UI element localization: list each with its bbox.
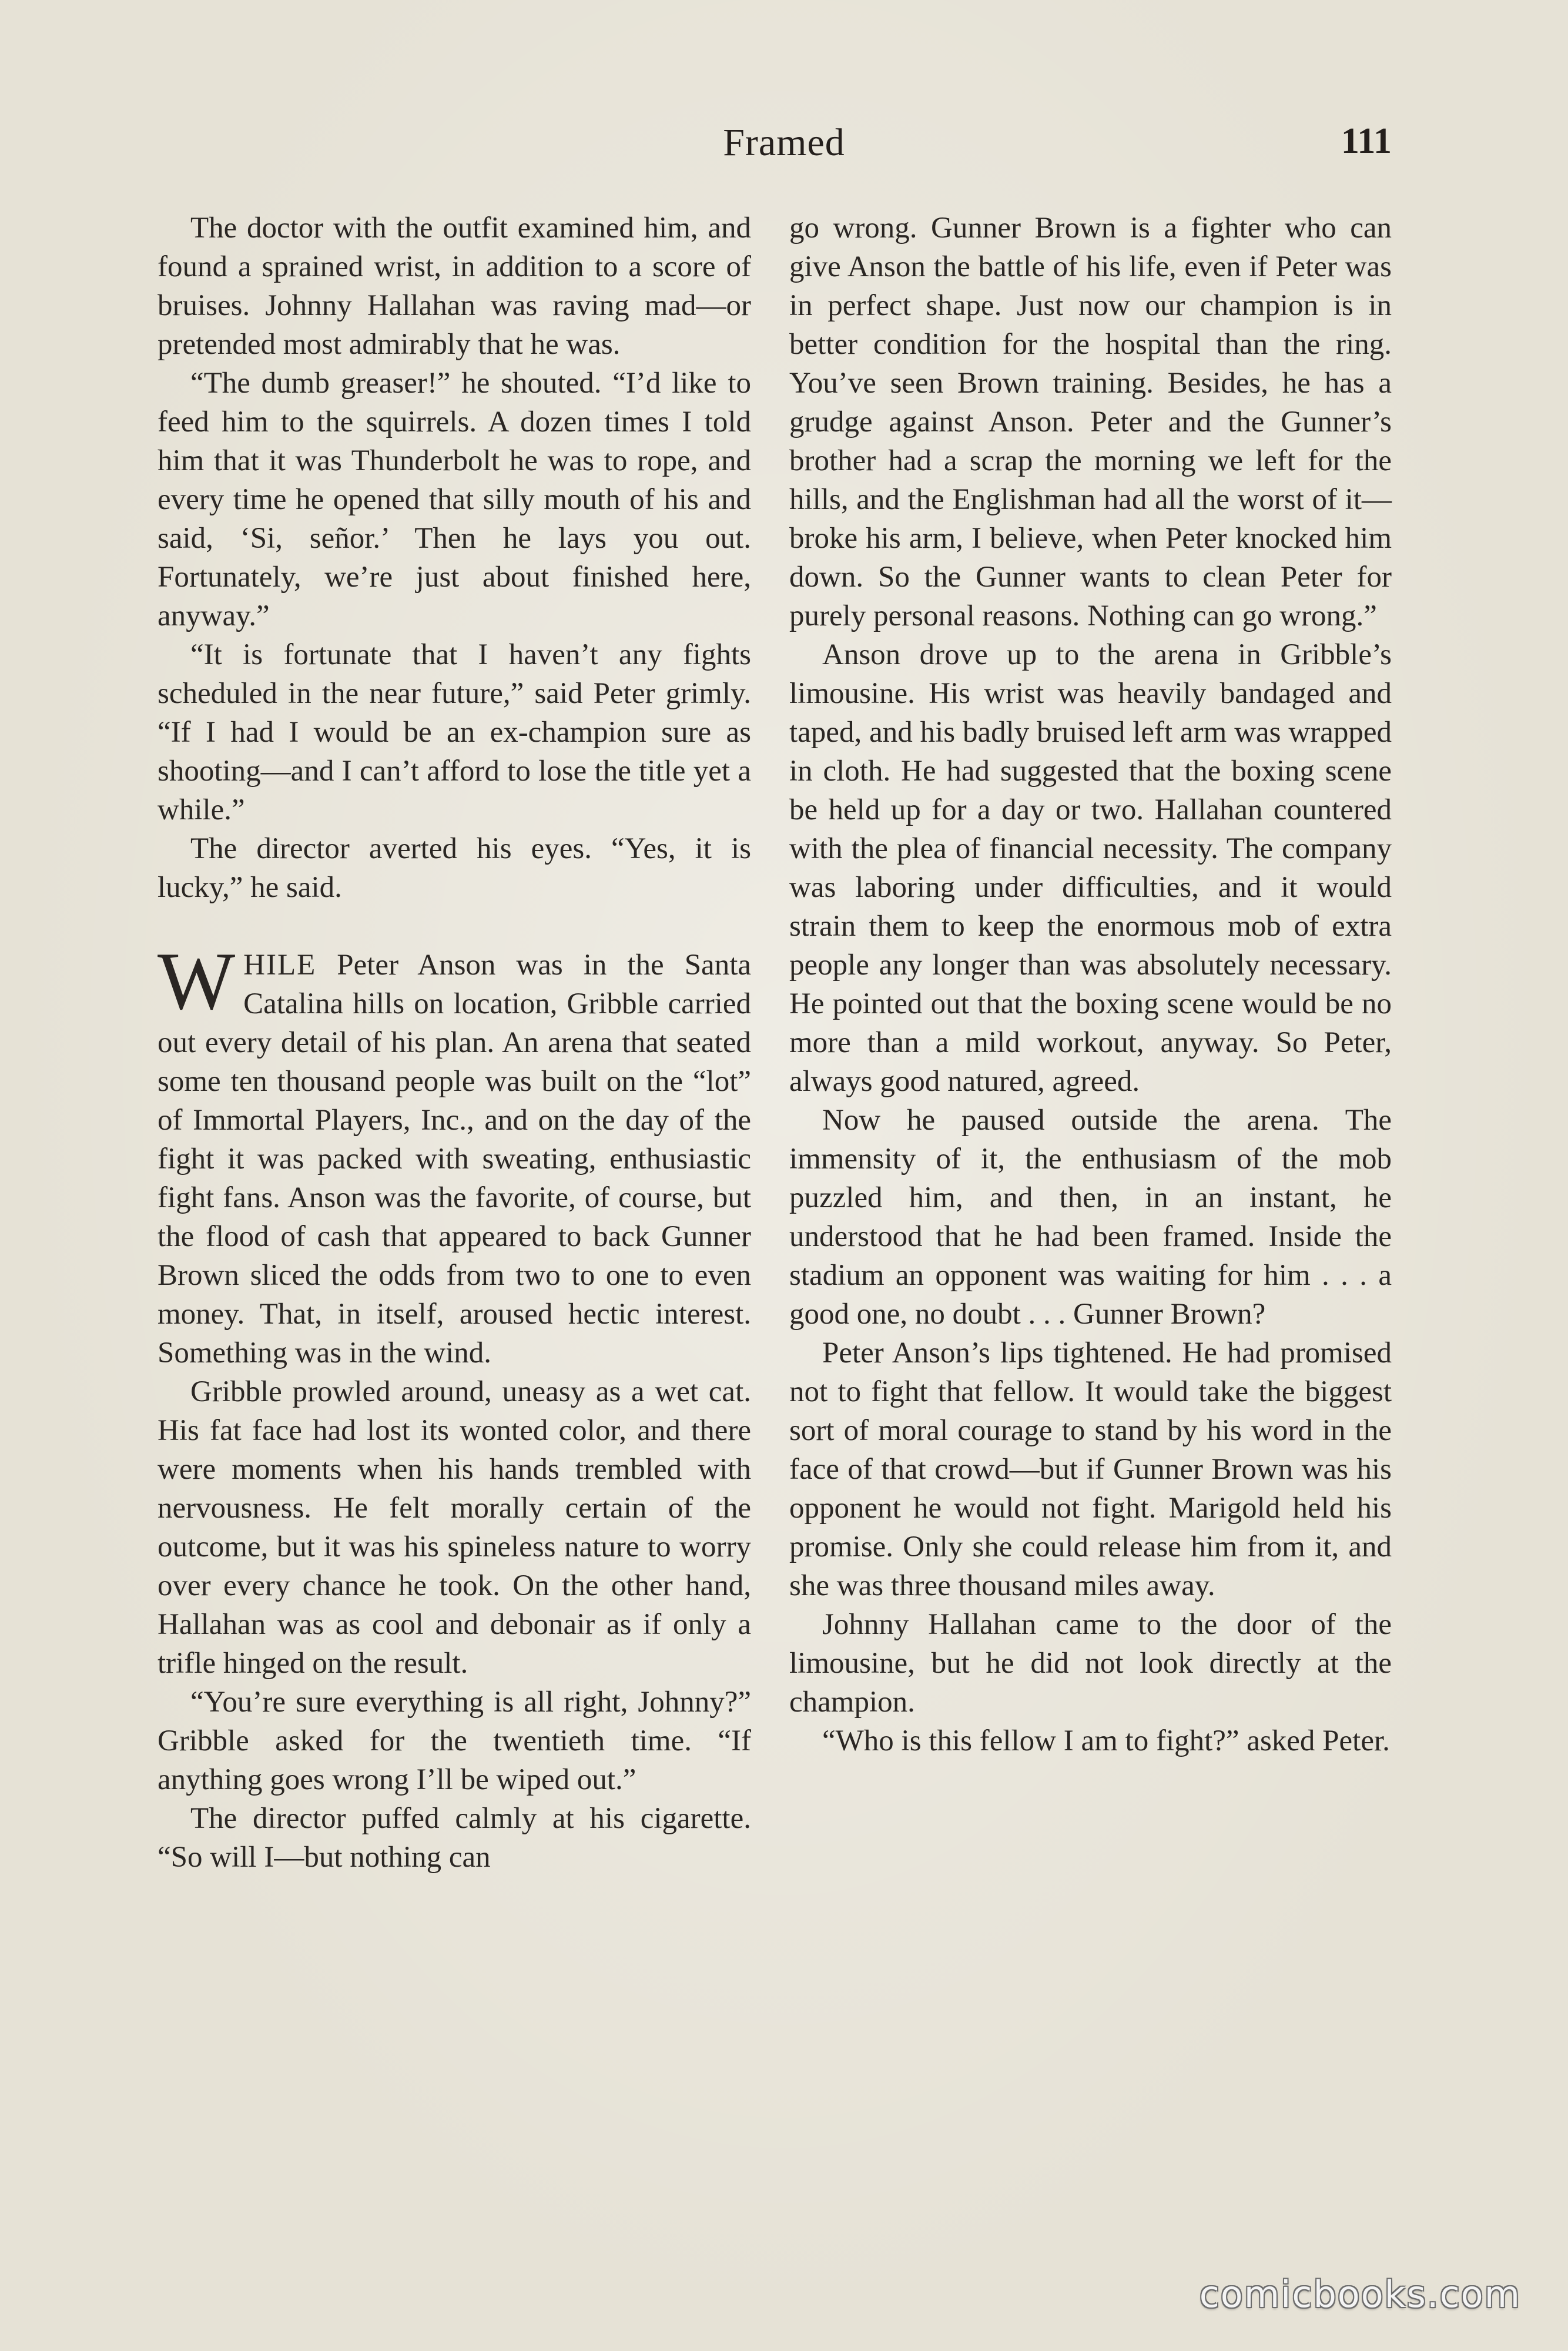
paragraph: Anson drove up to the arena in Gribble’s limousine. His wrist was heavily bandaged and taped, and his badly bruised left arm was wrapped in cloth. He had suggested that the boxing scene be held up for a day or two. Hallahan countered with the plea of financial necessity. The company was laboring under difficulties, and it would strain them to keep the enormous mob of extra people any longer than was absolutely necessary. He pointed out that the boxing scene would be no more than a mild workout, anyway. So Peter, always good natured, agreed. <box>789 638 1392 1098</box>
dropcap-paragraph <box>158 936 751 1372</box>
paragraph: Gribble prowled around, uneasy as a wet cat. His fat face had lost its wonted color, and there were moments when his hands trembled with nervousness. He felt morally certain of the outcome, but it was his spineless nature to worry over every chance he took. On the other hand, Hallahan was as cool and debonair as if only a trifle hinged on the result. <box>158 1375 751 1680</box>
section-break <box>158 907 751 946</box>
paragraph: The director puffed calmly at his cigarette. “So will I—but nothing can <box>158 1802 751 1874</box>
left-column <box>158 209 751 1877</box>
page-number: 111 <box>1341 121 1392 161</box>
paragraph-text: Peter Anson was in the Santa Catalina hills on location, Gribble carried out every detail of his plan. An arena that seated some ten thousand people was built on the “lot” of Immortal Players, Inc., and on the day of the fight it was packed with sweating, enthusiastic fight fans. Anson was the favorite, of course, but the flood of cash that appeared to back Gunner Brown sliced the odds from two to one to even money. That, in itself, aroused hectic interest. Something was in the wind. <box>158 949 751 1369</box>
paragraph: The director averted his eyes. “Yes, it is lucky,” he said. <box>158 832 751 904</box>
paragraph: Johnny Hallahan came to the door of the limousine, but he did not look directly at the champion. <box>789 1608 1392 1719</box>
paragraph: “The dumb greaser!” he shouted. “I’d like to feed him to the squirrels. A dozen times I told him that it was Thunderbolt he was to rope, and every time he opened that silly mouth of his and said, ‘Si, señor.’ Then he lays you out. Fortunately, we’re just about finished here, anyway.” <box>158 367 751 632</box>
paragraph: “Who is this fellow I am to fight?” asked Peter. <box>822 1724 1390 1757</box>
running-head-title: Framed <box>723 121 845 164</box>
paragraph: Peter Anson’s lips tightened. He had promised not to fight that fellow. It would take the biggest sort of moral courage to stand by his word in the face of that crowd—but if Gunner Brown was his opponent he would not fight. Marigold held his promise. Only she could release him from it, and she was three thousand miles away. <box>789 1337 1392 1602</box>
paragraph: Now he paused outside the arena. The immensity of it, the enthusiasm of the mob puzzled him, and then, in an instant, he understood that he had been framed. Inside the stadium an opponent was waiting for him . . . a good one, no doubt . . . Gunner Brown? <box>789 1104 1392 1331</box>
right-column <box>789 209 1392 1760</box>
site-watermark: comicbooks.com <box>1199 2273 1521 2316</box>
small-caps-lead: HILE <box>243 949 317 982</box>
drop-cap-letter: W <box>158 936 236 1027</box>
paragraph: “It is fortunate that I haven’t any fights scheduled in the near future,” said Peter grimly. “If I had I would be an ex-champion sure as shooting—and I can’t afford to lose the title yet a while.” <box>158 638 751 826</box>
paragraph: “You’re sure everything is all right, Johnny?” Gribble asked for the twentieth time. “If anything goes wrong I’ll be wiped out.” <box>158 1686 751 1796</box>
paragraph-continuation: go wrong. Gunner Brown is a fighter who can give Anson the battle of his life, even if Peter was in perfect shape. Just now our champion is in better condition for the hospital than the ring. You’ve seen Brown training. Besides, he has a grudge against Anson. Peter and the Gunner’s brother had a scrap the morning we left for the hills, and the Englishman had all the worst of it—broke his arm, I believe, when Peter knocked him down. So the Gunner wants to clean Peter for purely personal reasons. Nothing can go wrong.” <box>789 212 1392 632</box>
paragraph: The doctor with the outfit examined him, and found a sprained wrist, in addition to a score of bruises. Johnny Hallahan was raving mad—or pretended most admirably that he was. <box>158 212 751 361</box>
